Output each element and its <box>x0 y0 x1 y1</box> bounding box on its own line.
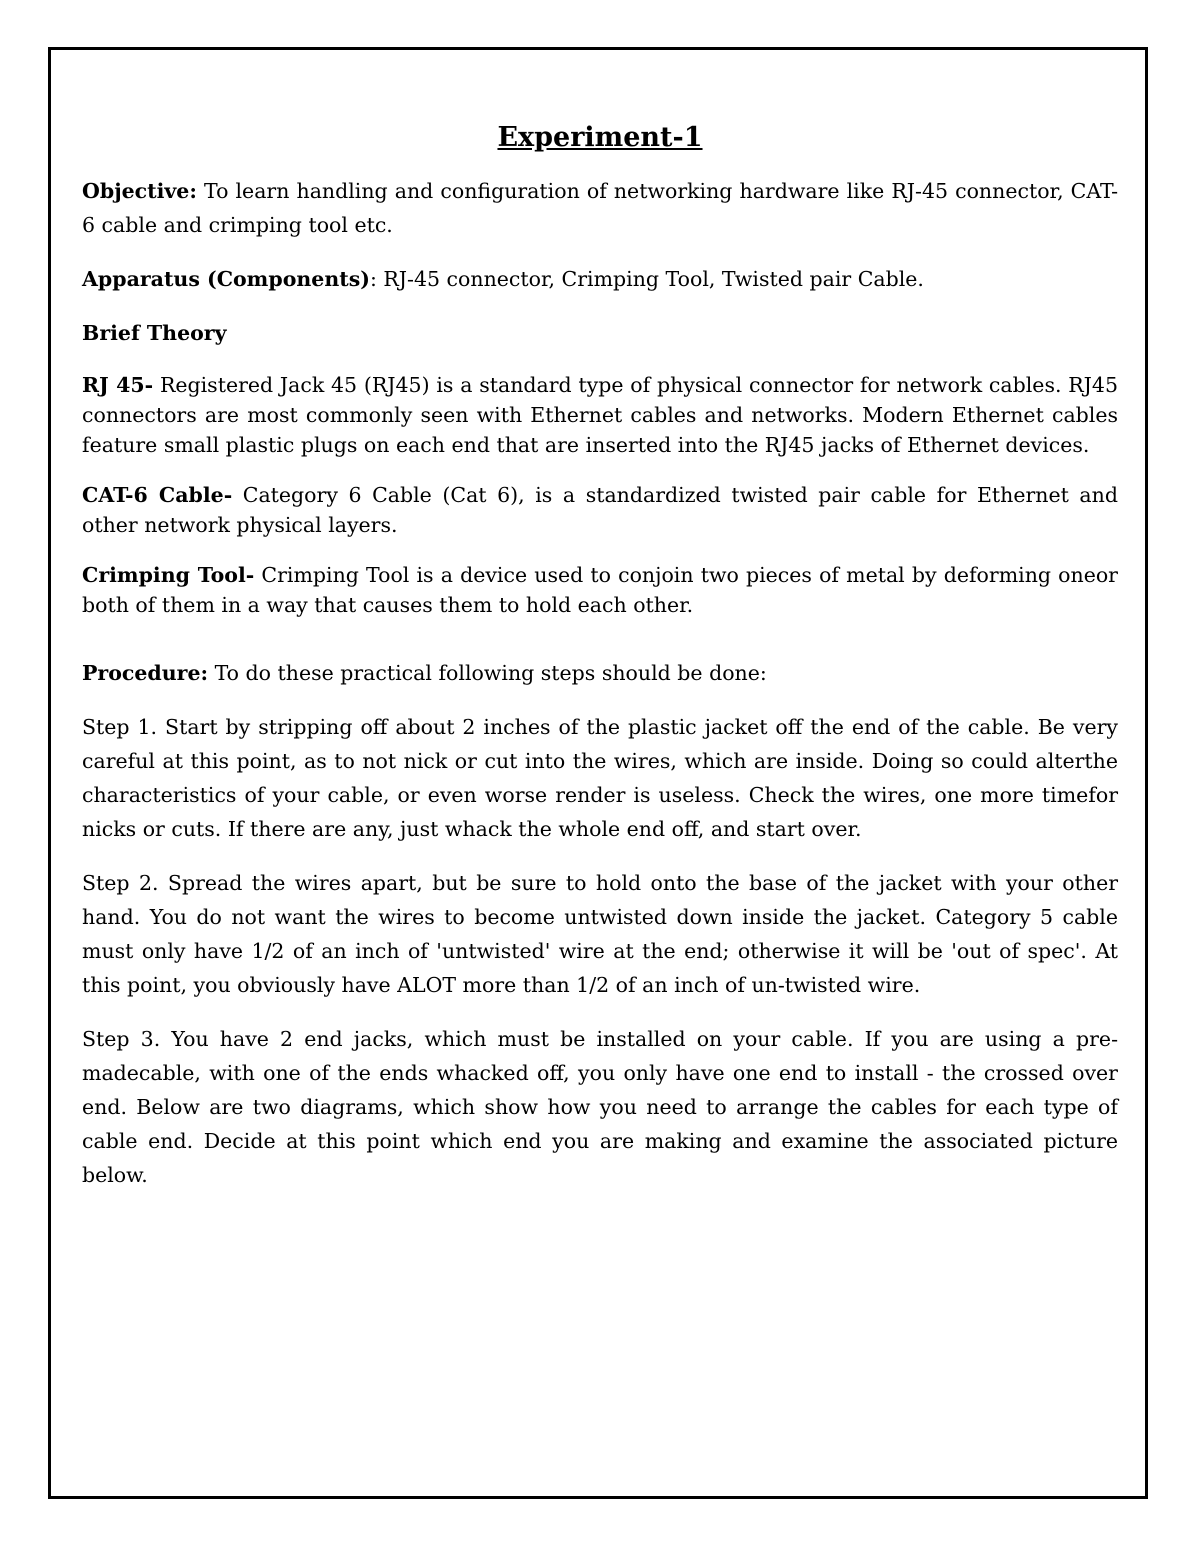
procedure-label: Procedure: <box>82 661 209 685</box>
brief-theory-heading: Brief Theory <box>82 321 227 345</box>
spacer <box>82 640 1118 656</box>
document-body <box>82 118 1118 1212</box>
crimping-tool-text: Crimping Tool is a device used to conjoin two pieces of metal by deforming oneor both of them in a way that causes them to hold each other. <box>82 563 1118 617</box>
procedure-paragraph <box>82 656 1118 690</box>
objective-text: To learn handling and configuration of networking hardware like RJ-45 connector, CAT-6 cable and crimping tool etc. <box>82 179 1118 237</box>
step-3-paragraph: Step 3. You have 2 end jacks, which must be installed on your cable. If you are using a pre-madecable, with one of the ends whacked off, you only have one end to install - the crossed over end. Below are two diagrams, which show how you need to arrange the cables for each type of cable end. Decide at this point which end you are making and examine the associated picture below. <box>82 1027 1118 1187</box>
step-2-paragraph: Step 2. Spread the wires apart, but be sure to hold onto the base of the jacket with your other hand. You do not want the wires to become untwisted down inside the jacket. Category 5 cable must only have 1/2 of an inch of 'untwisted' wire at the end; otherwise it will be 'out of spec'. At this point, you obviously have ALOT more than 1/2 of an inch of un-twisted wire. <box>82 871 1118 997</box>
procedure-text: To do these practical following steps should be done: <box>208 661 767 685</box>
apparatus-label: Apparatus (Components) <box>82 267 370 291</box>
apparatus-paragraph <box>82 262 1118 296</box>
page-title: Experiment-1 <box>497 122 703 153</box>
objective-label: Objective: <box>82 179 197 203</box>
cat6-text: Category 6 Cable (Cat 6), is a standardized twisted pair cable for Ethernet and other network physical layers. <box>82 483 1118 537</box>
apparatus-text: : RJ-45 connector, Crimping Tool, Twisted pair Cable. <box>369 267 924 291</box>
rj45-text: Registered Jack 45 (RJ45) is a standard type of physical connector for network cables. RJ45 connectors are most commonly seen with Ethernet cables and networks. Modern Ethernet cables feature small plastic plugs on each end that are inserted into the RJ45 jacks of Ethernet devices. <box>82 373 1118 457</box>
objective-paragraph <box>82 174 1118 242</box>
crimping-tool-label: Crimping Tool- <box>82 563 255 587</box>
crimping-tool-paragraph <box>82 560 1118 620</box>
rj45-paragraph <box>82 370 1118 460</box>
cat6-paragraph <box>82 480 1118 540</box>
rj45-label: RJ 45- <box>82 373 154 397</box>
step-1-paragraph: Step 1. Start by stripping off about 2 inches of the plastic jacket off the end of the cable. Be very careful at this point, as to not nick or cut into the wires, which are inside. Doing so could alterthe characteristics of your cable, or even worse render is useless. Check the wires, one more timefor nicks or cuts. If there are any, just whack the whole end off, and start over. <box>82 715 1118 841</box>
cat6-label: CAT-6 Cable- <box>82 483 233 507</box>
